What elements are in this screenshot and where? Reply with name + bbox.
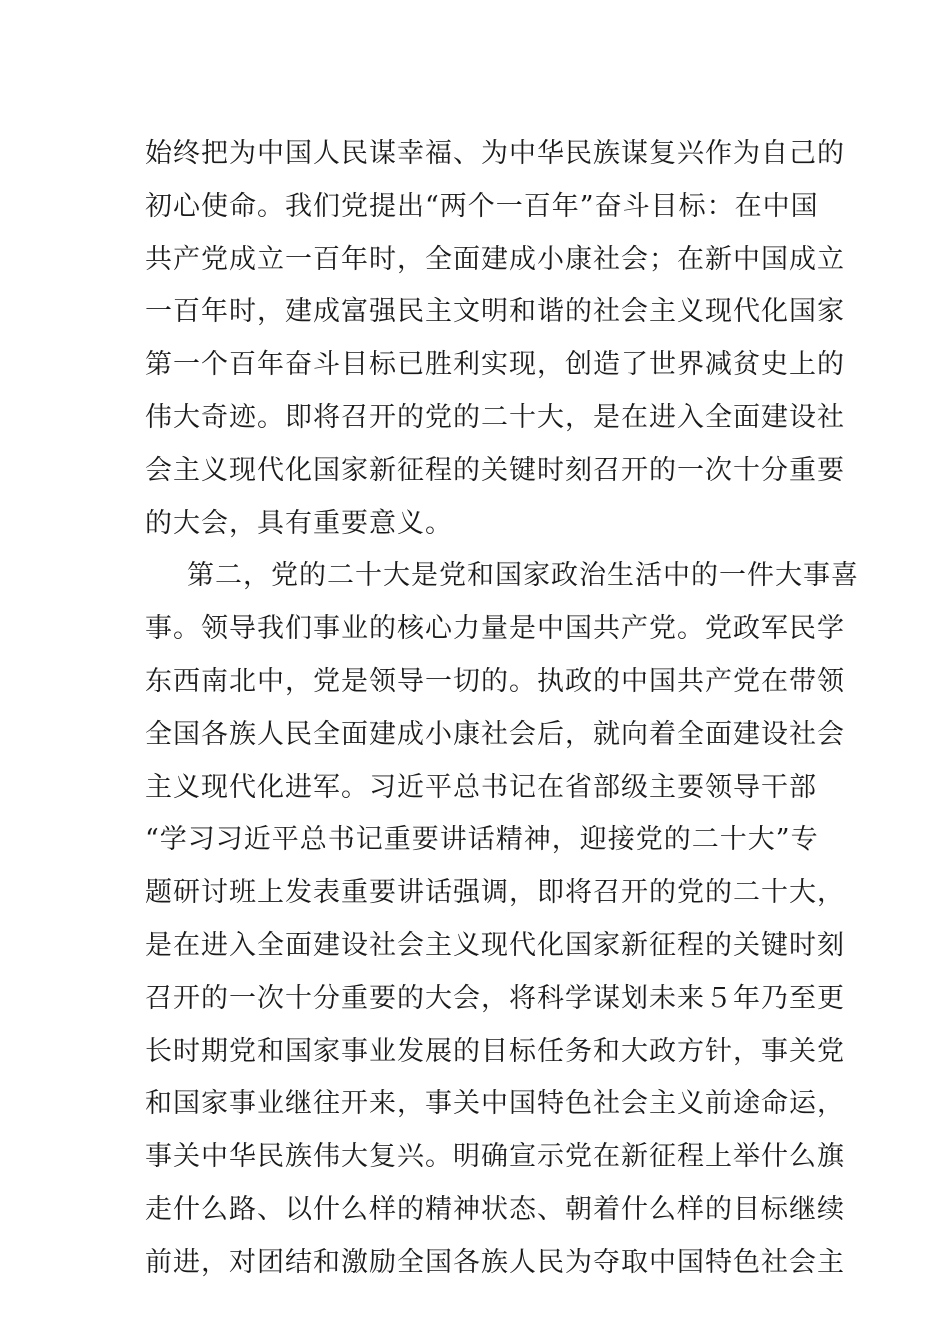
text-line: 事关中华民族伟大复兴。明确宣示党在新征程上举什么旗 [145,1141,845,1173]
text-line: 召开的一次十分重要的大会，将科学谋划未来５年乃至更 [145,982,845,1014]
text-line: 第一个百年奋斗目标已胜利实现，创造了世界减贫史上的 [145,349,845,381]
paragraph-2 [145,554,859,1293]
text-line: 共产党成立一百年时，全面建成小康社会；在新中国成立 [145,243,845,275]
text-line: 东西南北中，党是领导一切的。执政的中国共产党在带领 [145,665,845,697]
text-line: 长时期党和国家事业发展的目标任务和大政方针，事关党 [145,1035,845,1067]
text-line: 的大会，具有重要意义。 [145,507,453,539]
text-line: 第二，党的二十大是党和国家政治生活中的一件大事喜 [187,560,859,592]
text-line: 主义现代化进军。习近平总书记在省部级主要领导干部 [145,771,817,803]
text-line: 走什么路、以什么样的精神状态、朝着什么样的目标继续 [145,1193,845,1225]
text-line: 题研讨班上发表重要讲话强调，即将召开的党的二十大， [145,877,845,909]
text-line: 前进，对团结和激励全国各族人民为夺取中国特色社会主 [145,1246,845,1278]
text-line: 伟大奇迹。即将召开的党的二十大，是在进入全面建设社 [145,401,845,433]
text-line: 始终把为中国人民谋幸福、为中华民族谋复兴作为自己的 [145,138,845,169]
text-line: 会主义现代化国家新征程的关键时刻召开的一次十分重要 [145,454,845,486]
text-line: 事。领导我们事业的核心力量是中国共产党。党政军民学 [145,613,845,645]
paragraph-1 [145,132,845,554]
text-line: “学习习近平总书记重要讲话精神，迎接党的二十大”专 [145,824,819,856]
text-line: 一百年时，建成富强民主文明和谐的社会主义现代化国家 [145,296,845,328]
body-text [145,132,859,1294]
text-line: 是在进入全面建设社会主义现代化国家新征程的关键时刻 [145,929,845,961]
text-line: 全国各族人民全面建成小康社会后，就向着全面建设社会 [145,718,845,750]
text-line: 初心使命。我们党提出“两个一百年”奋斗目标：在中国 [145,190,819,222]
text-line: 和国家事业继往开来，事关中国特色社会主义前途命运， [145,1088,845,1120]
